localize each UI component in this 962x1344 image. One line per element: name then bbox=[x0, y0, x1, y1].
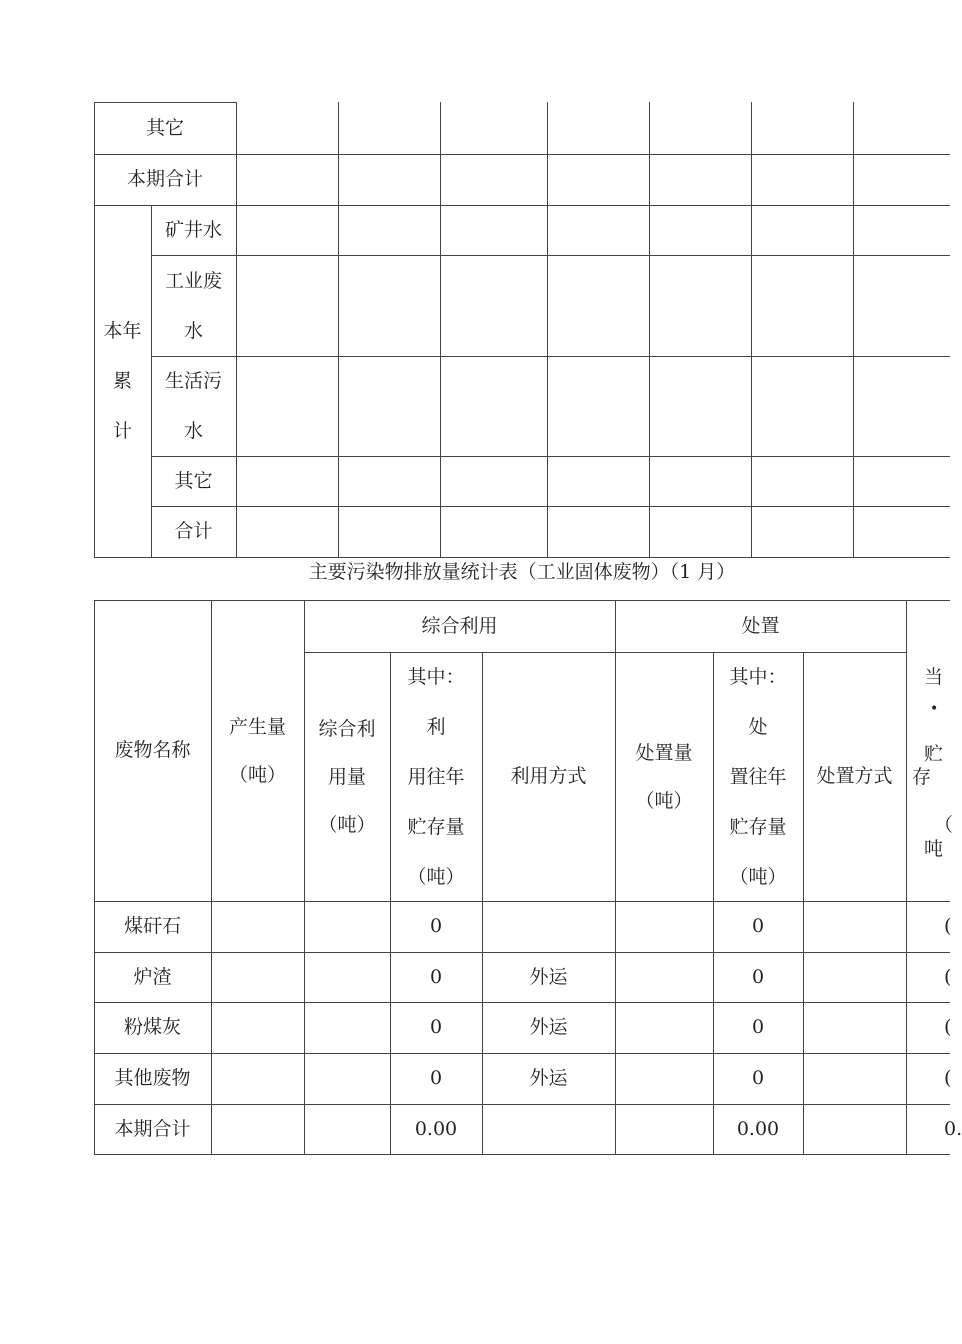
header-line: 其中： bbox=[729, 665, 787, 688]
row-group-year-cumulative bbox=[94, 205, 151, 557]
header-line: （吨） bbox=[729, 865, 787, 888]
cell-util-method: 外运 bbox=[529, 1067, 568, 1089]
header-line: 贮 bbox=[924, 743, 944, 765]
cell-disp-prev: 0.00 bbox=[736, 1117, 780, 1140]
table-border bbox=[151, 356, 950, 357]
header-line: 处置量 bbox=[635, 741, 693, 764]
cell-util-prev: 0 bbox=[429, 1067, 443, 1089]
row-label-other: 其它 bbox=[145, 116, 184, 139]
cell-storage: ( bbox=[944, 965, 952, 988]
cell-util-prev: 0.00 bbox=[414, 1117, 458, 1140]
header-utilization-prev-storage bbox=[390, 652, 482, 901]
row-label-line: 水 bbox=[183, 319, 203, 342]
header-line: （吨） bbox=[318, 813, 376, 836]
table-caption: 主要污染物排放量统计表（工业固体废物）（1 月） bbox=[308, 561, 736, 583]
cell-util-method: 外运 bbox=[529, 965, 568, 988]
cell-util-prev: 0 bbox=[429, 1016, 443, 1038]
cell-disp-prev: 0 bbox=[751, 1067, 765, 1089]
table-border bbox=[649, 102, 650, 558]
table-border bbox=[151, 456, 950, 457]
row-group-line: 本年 bbox=[103, 320, 142, 342]
row-label-line: 生活污 bbox=[164, 370, 222, 392]
header-utilization-method: 利用方式 bbox=[510, 765, 587, 787]
header-disposal-prev-storage bbox=[713, 652, 803, 901]
cell-util-method bbox=[482, 901, 615, 952]
row-label-year-other: 其它 bbox=[174, 469, 213, 492]
header-line: 当 bbox=[924, 666, 944, 688]
header-line: 用往年 bbox=[407, 765, 465, 788]
header-disposal-amount bbox=[615, 652, 713, 901]
table-border bbox=[338, 102, 339, 558]
row-label-line: 工业废 bbox=[164, 269, 222, 292]
cell-storage: ( bbox=[944, 1067, 952, 1089]
table-border bbox=[236, 102, 237, 558]
cell-disp-prev: 0 bbox=[751, 1016, 765, 1038]
table-border bbox=[94, 1154, 950, 1155]
header-line: 处 bbox=[748, 715, 768, 738]
cell-name: 煤矸石 bbox=[123, 915, 181, 937]
cell-storage: 0. bbox=[944, 1117, 962, 1140]
row-label-year-total: 合计 bbox=[174, 520, 213, 542]
cell-util-prev: 0 bbox=[429, 965, 443, 988]
header-line: （吨） bbox=[407, 865, 465, 888]
cell-util-method: 外运 bbox=[529, 1016, 568, 1038]
header-generation bbox=[211, 600, 304, 901]
header-utilization-group: 综合利用 bbox=[421, 614, 498, 637]
header-waste-name: 废物名称 bbox=[114, 739, 191, 761]
header-line: 贮存量 bbox=[729, 815, 787, 838]
row-label-period-total: 本期合计 bbox=[126, 168, 203, 190]
row-group-line: 计 bbox=[112, 420, 132, 442]
header-line: 其中： bbox=[407, 665, 465, 688]
header-line: 吨 bbox=[924, 838, 944, 860]
cell-name: 其他废物 bbox=[114, 1067, 191, 1089]
header-utilization-amount bbox=[304, 652, 390, 901]
cell-disp-prev: 0 bbox=[751, 965, 765, 988]
row-group-line: 累 bbox=[112, 370, 132, 392]
header-line: 用量 bbox=[327, 765, 366, 788]
table-border bbox=[547, 102, 548, 558]
cell-name: 粉煤灰 bbox=[123, 1016, 181, 1038]
cell-storage: ( bbox=[944, 1016, 952, 1038]
header-line: 产生量 bbox=[228, 715, 286, 738]
table-border bbox=[440, 102, 441, 558]
header-line: 置往年 bbox=[729, 765, 787, 788]
header-line: • bbox=[930, 701, 939, 717]
row-label-industrial-wastewater bbox=[151, 255, 236, 356]
header-line: 利 bbox=[426, 715, 446, 738]
header-disposal-method: 处置方式 bbox=[816, 765, 893, 787]
cell-name: 炉渣 bbox=[133, 965, 172, 988]
header-line: 存 bbox=[912, 766, 932, 788]
table-border bbox=[151, 506, 950, 507]
table-border bbox=[751, 102, 752, 558]
table-border bbox=[151, 255, 950, 256]
header-line: （吨） bbox=[635, 789, 693, 812]
row-label-domestic-sewage bbox=[151, 356, 236, 456]
header-line: （ bbox=[934, 814, 954, 836]
header-line: 贮存量 bbox=[407, 815, 465, 838]
cell-disp-prev: 0 bbox=[751, 915, 765, 937]
row-label-mine-water: 矿井水 bbox=[164, 218, 222, 241]
table-border bbox=[94, 557, 950, 558]
row-label-line: 水 bbox=[183, 420, 203, 442]
cell-util-prev: 0 bbox=[429, 915, 443, 937]
cell-util-method bbox=[482, 1104, 615, 1154]
header-disposal-group: 处置 bbox=[741, 614, 780, 637]
cell-name: 本期合计 bbox=[114, 1117, 191, 1140]
header-line: （吨） bbox=[228, 763, 286, 786]
cell-storage: ( bbox=[944, 915, 952, 937]
header-line: 综合利 bbox=[318, 717, 376, 740]
table-border bbox=[853, 102, 854, 558]
